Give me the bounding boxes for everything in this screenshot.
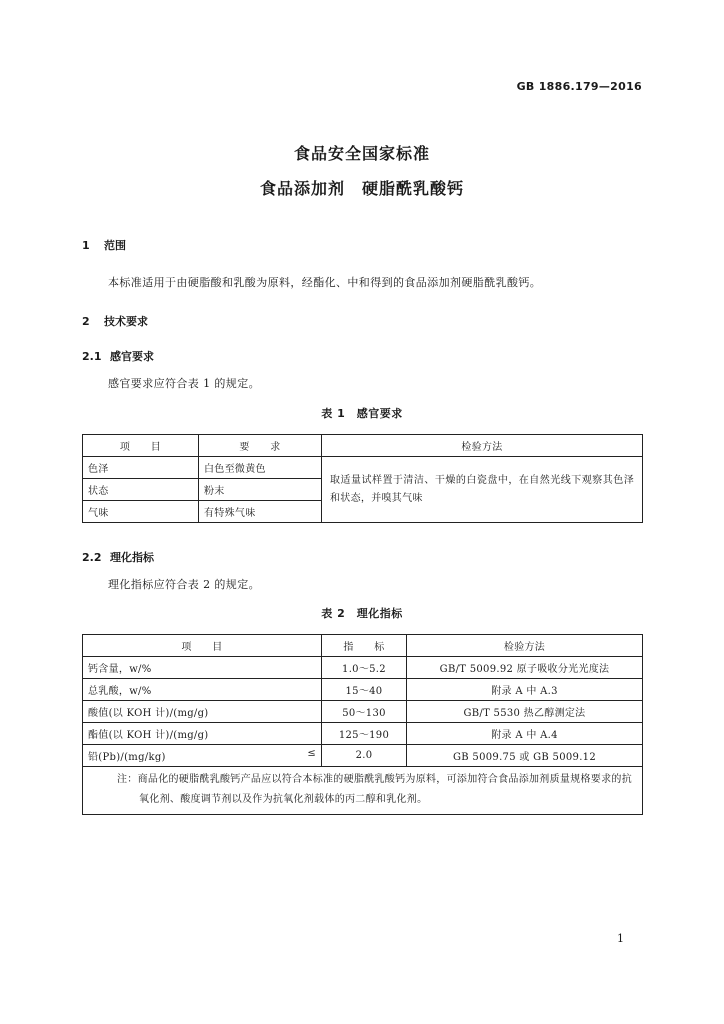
- table-cell-item: [83, 657, 322, 679]
- table-header-row: [83, 635, 643, 657]
- section-title: 理化指标: [110, 551, 154, 564]
- section-number: 2.1: [82, 350, 102, 363]
- table-row: [83, 679, 643, 701]
- section-title: 范围: [104, 239, 126, 252]
- section-2-heading: [82, 313, 148, 329]
- table-cell-value: 125～190: [322, 723, 407, 745]
- table-1-caption: 表 1 感官要求: [321, 407, 403, 420]
- table-cell-method: GB/T 5009.92 原子吸收分光光度法: [407, 657, 643, 679]
- item-label: 酯值(以 KOH 计)/(mg/g): [88, 730, 209, 741]
- table-1-sensory: [82, 434, 643, 523]
- document-title: 食品安全国家标准: [293, 144, 430, 163]
- item-label: 铅(Pb)/(mg/kg): [88, 752, 166, 763]
- table-2-physicochemical: [82, 634, 643, 815]
- table-cell-method: 附录 A 中 A.3: [407, 679, 643, 701]
- table-note: 注：商品化的硬脂酰乳酸钙产品应以符合本标准的硬脂酰乳酸钙为原料，可添加符合食品添加剂质量规格要求的抗氧化剂、酸度调节剂以及作为抗氧化剂载体的丙二醇和乳化剂。: [83, 767, 643, 815]
- item-label: 总乳酸，w/%: [88, 686, 152, 697]
- page-number: 1: [617, 932, 624, 945]
- table-cell-method: 附录 A 中 A.4: [407, 723, 643, 745]
- table-cell-value: 50～130: [322, 701, 407, 723]
- table-cell-item: 状态: [83, 479, 199, 501]
- table-row: [83, 723, 643, 745]
- section-title: 感官要求: [110, 350, 154, 363]
- section-1-heading: [82, 237, 126, 253]
- table-cell-method: GB/T 5530 热乙醇测定法: [407, 701, 643, 723]
- section-number: 2: [82, 315, 90, 328]
- table-cell-method: GB 5009.75 或 GB 5009.12: [407, 745, 643, 767]
- table-row: [83, 657, 643, 679]
- section-number: 2.2: [82, 551, 102, 564]
- table-row: [83, 457, 643, 479]
- table-cell-item: [83, 723, 322, 745]
- table-header-cell: 要 求: [199, 435, 322, 457]
- item-label: 钙含量，w/%: [88, 664, 152, 675]
- table-cell-item: [83, 745, 322, 767]
- table-cell-item: 气味: [83, 501, 199, 523]
- table-row: [83, 745, 643, 767]
- table-cell-requirement: 白色至微黄色: [199, 457, 322, 479]
- table-cell-value: 15～40: [322, 679, 407, 701]
- table-header-cell: 检验方法: [322, 435, 643, 457]
- table-cell-item: [83, 701, 322, 723]
- table-note-row: [83, 767, 643, 815]
- section-title: 技术要求: [104, 315, 148, 328]
- table-header-cell: 检验方法: [407, 635, 643, 657]
- section-2-2-text: 理化指标应符合表 2 的规定。: [108, 578, 260, 591]
- table-cell-value: 1.0～5.2: [322, 657, 407, 679]
- item-label: 酸值(以 KOH 计)/(mg/g): [88, 708, 209, 719]
- table-header-cell: 指 标: [322, 635, 407, 657]
- table-header-cell: 项 目: [83, 435, 199, 457]
- table-header-row: [83, 435, 643, 457]
- section-1-text: 本标准适用于由硬脂酸和乳酸为原料，经酯化、中和得到的食品添加剂硬脂酰乳酸钙。: [108, 276, 542, 289]
- qualifier: ≤: [307, 748, 316, 759]
- standard-code: GB 1886.179—2016: [516, 80, 642, 93]
- table-2-caption: 表 2 理化指标: [321, 607, 403, 620]
- table-cell-requirement: 有特殊气味: [199, 501, 322, 523]
- table-cell-value: 2.0: [322, 745, 407, 767]
- document-subtitle: 食品添加剂 硬脂酰乳酸钙: [259, 179, 464, 198]
- table-row: [83, 701, 643, 723]
- section-number: 1: [82, 239, 90, 252]
- section-2-2-heading: [82, 549, 154, 565]
- table-cell-method: 取适量试样置于清洁、干燥的白瓷盘中，在自然光线下观察其色泽和状态，并嗅其气味: [322, 457, 643, 523]
- section-2-1-text: 感官要求应符合表 1 的规定。: [108, 377, 260, 390]
- table-header-cell: 项 目: [83, 635, 322, 657]
- table-cell-item: 色泽: [83, 457, 199, 479]
- section-2-1-heading: [82, 348, 154, 364]
- table-cell-requirement: 粉末: [199, 479, 322, 501]
- table-cell-item: [83, 679, 322, 701]
